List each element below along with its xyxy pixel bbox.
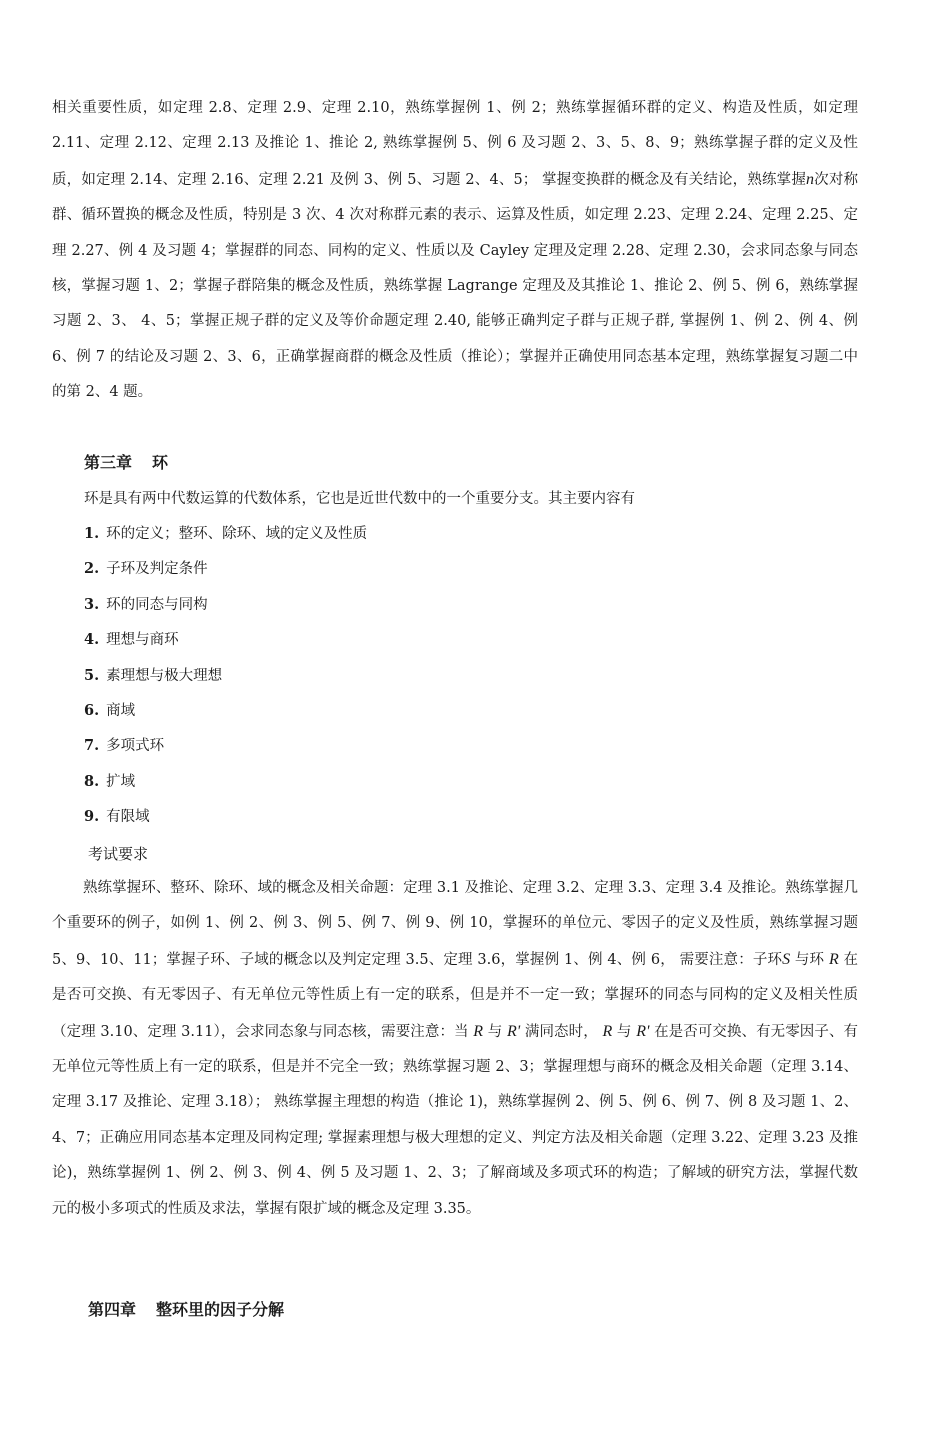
- item-label: 扩域: [106, 773, 136, 790]
- list-item: [84, 557, 367, 592]
- item-number: 2.: [84, 560, 100, 578]
- item-label: 素理想与极大理想: [106, 667, 223, 684]
- list-item: [84, 593, 367, 628]
- list-item: [84, 522, 367, 557]
- math-variable: R': [507, 1022, 521, 1040]
- item-number: 5.: [84, 666, 100, 684]
- para-text: 次对称群、循环置换的概念及性质，特别是 3 次、4 次对称群元素的表示、运算及性质，如定理 2.23、定理 2.24、定理 2.25、定理 2.27、例 4 及习题 4；掌握群的同态、同构的定义、性质以及 Cayley 定理及定理 2.28、定理 2.30，会求同态象与同态核，掌握习题 1、2；掌握子群陪集的概念及性质，熟练掌握 Lagrange 定理及及其推论 1、推论 2、例 5、例 6，熟练掌握习题 2、3、 4、5；掌握正规子群的定义及等价命题定理 2.40, 能够正确判定子群与正规子群, 掌握例 1、例 2、例 4、例 6、例 7 的结论及习题 2、3、6，正确掌握商群的概念及性质（推论）；掌握并正确使用同态基本定理，熟练掌握复习题二中的第 2、4 题。: [52, 171, 858, 401]
- list-item: [84, 734, 367, 769]
- item-number: 3.: [84, 595, 100, 613]
- item-label: 商域: [106, 702, 136, 719]
- math-variable: S: [782, 950, 791, 968]
- item-label: 有限域: [106, 809, 150, 826]
- list-item: [84, 770, 367, 805]
- chapter3-topic-list: [84, 522, 367, 841]
- chapter3-heading: [84, 451, 168, 475]
- para-text: 与环: [790, 951, 829, 968]
- item-label: 子环及判定条件: [106, 561, 208, 578]
- para-text: 满同态时，: [520, 1023, 603, 1040]
- chapter-title: 整环里的因子分解: [156, 1300, 285, 1319]
- chapter-number: 第四章: [88, 1300, 137, 1319]
- item-number: 7.: [84, 737, 100, 755]
- math-variable: R: [473, 1022, 484, 1040]
- chapter4-heading: [88, 1298, 284, 1322]
- math-variable: n: [806, 170, 814, 188]
- item-label: 理想与商环: [106, 632, 179, 649]
- math-variable: R: [602, 1022, 613, 1040]
- item-label: 环的定义；整环、除环、域的定义及性质: [106, 526, 368, 542]
- para-text: 相关重要性质，如定理 2.8、定理 2.9、定理 2.10，熟练掌握例 1、例 2；熟练掌握循环群的定义、构造及性质，如定理 2.11、定理 2.12、定理 2.13 及推论 1、推论 2, 熟练掌握例 5、例 6 及习题 2、3、5、8、9；熟练掌握子群的定义及性质，如定理 2.14、定理 2.16、定理 2.21 及例 3、例 5、习题 2、4、5； 掌握变换群的概念及有关结论，熟练掌握: [52, 100, 858, 188]
- item-number: 9.: [84, 808, 100, 826]
- para-text: 在是否可交换、有无零因子、有无单位元等性质上有一定的联系，但是并不一定一致；掌握环的同态与同构的定义及相关性质（定理 3.10、定理 3.11），会求同态象与同态核，需要注意：当: [52, 951, 858, 1040]
- chapter-title: 环: [152, 453, 169, 472]
- item-number: 8.: [84, 772, 100, 790]
- para-text: 与: [612, 1023, 637, 1040]
- item-number: 1.: [84, 525, 100, 542]
- chapter-number: 第三章: [84, 453, 133, 472]
- chapter3-requirements-paragraph: [52, 871, 858, 1227]
- item-number: 4.: [84, 631, 100, 649]
- chapter3-intro: 环是具有两中代数运算的代数体系，它也是近世代数中的一个重要分支。其主要内容有: [84, 491, 635, 507]
- item-number: 6.: [84, 701, 100, 719]
- item-label: 多项式环: [106, 738, 165, 755]
- chapter2-requirements-paragraph: [52, 91, 858, 411]
- list-item: [84, 628, 367, 663]
- math-variable: R: [828, 950, 839, 968]
- para-text: 在是否可交换、有无零因子、有无单位元等性质上有一定的联系，但是并不完全一致；熟练掌握习题 2、3；掌握理想与商环的概念及相关命题（定理 3.14、定理 3.17 及推论、定理 3.18）； 熟练掌握主理想的构造（推论 1)，熟练掌握例 2、例 5、例 6、例 7、例 8 及习题 1、2、4、7；正确应用同态基本定理及同构定理; 掌握素理想与极大理想的定义、判定方法及相关命题（定理 3.22、定理 3.23 及推论)，熟练掌握例 1、例 2、例 3、例 4、例 5 及习题 1、2、3；了解商域及多项式环的构造；了解域的研究方法，掌握代数元的极小多项式的性质及求法，掌握有限扩域的概念及定理 3.35。: [52, 1023, 859, 1217]
- list-item: [84, 805, 367, 840]
- para-text: 熟练掌握环、整环、除环、域的概念及相关命题：定理 3.1 及推论、定理 3.2、定理 3.3、定理 3.4 及推论。熟练掌握几个重要环的例子，如例 1、例 2、例 3、例 5、例 7、例 9、例 10，掌握环的单位元、零因子的定义及性质，熟练掌握习题 5、9、10、11；掌握子环、子域的概念以及判定定理 3.5、定理 3.6，掌握例 1、例 4、例 6， 需要注意：子环: [52, 880, 858, 968]
- para-text: 与: [483, 1023, 508, 1040]
- list-item: [84, 699, 367, 734]
- list-item: [84, 664, 367, 699]
- item-label: 环的同态与同构: [106, 596, 208, 613]
- math-variable: R': [636, 1022, 650, 1040]
- exam-requirements-title: 考试要求: [88, 845, 149, 863]
